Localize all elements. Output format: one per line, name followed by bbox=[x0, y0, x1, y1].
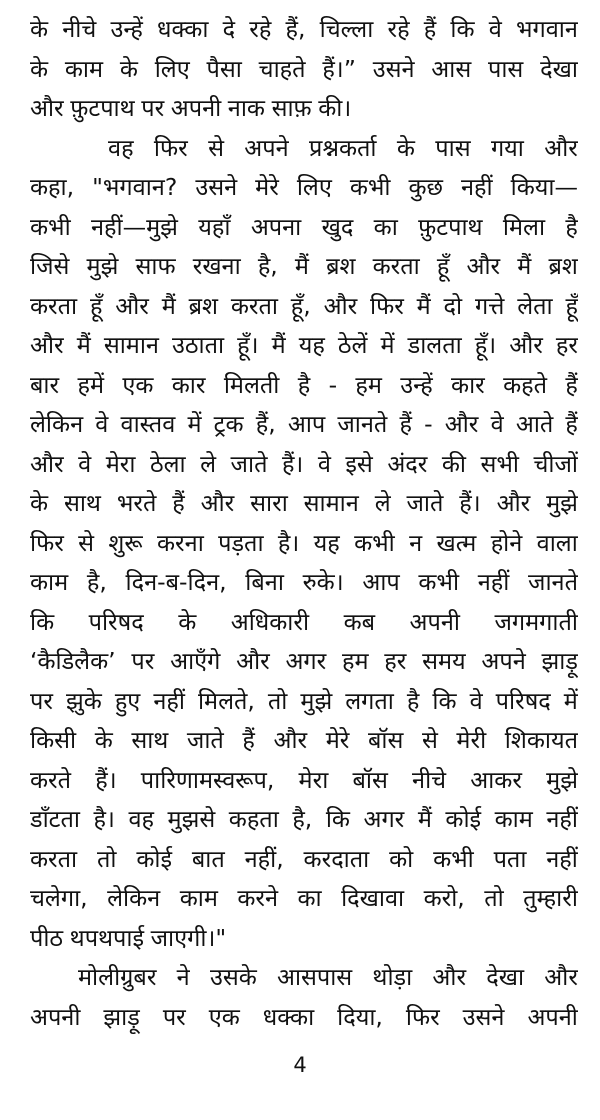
word: नहीं, bbox=[244, 844, 284, 873]
word: उसने bbox=[462, 1002, 505, 1031]
word: रखना bbox=[192, 252, 241, 280]
word: वे bbox=[78, 449, 92, 478]
word: जगमगाती bbox=[494, 607, 578, 636]
word: कार bbox=[171, 370, 206, 399]
word: - bbox=[328, 370, 338, 399]
word: है। bbox=[277, 528, 300, 557]
page-number: 4 bbox=[293, 1053, 307, 1077]
word: दो bbox=[443, 291, 463, 320]
word: ‘कैडिलैक’ bbox=[30, 647, 116, 675]
word: ट्रक bbox=[213, 410, 244, 438]
word: के bbox=[119, 54, 138, 83]
word: पता bbox=[493, 844, 527, 873]
word: वे bbox=[95, 410, 109, 438]
word: जाएगी।" bbox=[150, 923, 227, 952]
word: और bbox=[444, 410, 479, 438]
word: पीठ bbox=[30, 923, 64, 952]
word: से bbox=[78, 528, 95, 557]
word: अपने bbox=[244, 133, 289, 162]
word: और bbox=[544, 133, 578, 162]
word: कभी bbox=[433, 844, 474, 873]
word: गत्ते bbox=[474, 291, 505, 320]
word: को bbox=[389, 844, 414, 873]
word: नहीं bbox=[546, 844, 578, 873]
word: रुके। bbox=[302, 568, 344, 596]
word: लेकिन bbox=[30, 410, 84, 438]
text-line bbox=[30, 800, 578, 840]
word: और bbox=[236, 647, 270, 675]
word: आते bbox=[515, 410, 554, 438]
word: करने bbox=[237, 884, 279, 912]
text-line bbox=[30, 524, 578, 564]
word: हैं bbox=[242, 726, 255, 754]
word: सभी bbox=[480, 449, 519, 478]
word: देखा bbox=[486, 963, 525, 991]
word: चलेगा, bbox=[30, 884, 88, 912]
word: पर bbox=[141, 94, 165, 122]
word: वे bbox=[469, 686, 483, 715]
word: तो bbox=[97, 844, 117, 873]
word: साथ bbox=[131, 726, 169, 754]
word: आएँगे bbox=[170, 647, 221, 675]
word: नहीं bbox=[153, 686, 185, 715]
word: और bbox=[30, 449, 64, 478]
word: थपथपाई bbox=[69, 923, 145, 952]
word: नहीं bbox=[477, 568, 510, 596]
word: हैं bbox=[172, 489, 185, 517]
word: पैसा bbox=[206, 54, 242, 83]
word: आप bbox=[287, 410, 326, 438]
word: उसके bbox=[209, 963, 257, 991]
word: की। bbox=[318, 94, 352, 122]
word: करते bbox=[30, 765, 72, 794]
word: करता bbox=[372, 252, 420, 280]
word: में bbox=[380, 331, 395, 359]
word: आसपास bbox=[276, 963, 353, 991]
word: मेरे bbox=[325, 726, 350, 754]
text-line bbox=[30, 326, 578, 366]
word: उसने bbox=[195, 173, 238, 201]
word: हैं bbox=[399, 410, 412, 438]
word: हमें bbox=[77, 370, 105, 399]
word: जानते bbox=[337, 410, 388, 438]
word: मेरी bbox=[456, 726, 487, 754]
word: नहीं bbox=[546, 805, 578, 833]
word: पर bbox=[30, 686, 53, 715]
word: शुरू bbox=[108, 528, 143, 557]
word: चीजों bbox=[533, 449, 578, 478]
word: है। bbox=[93, 805, 115, 833]
word: अधिकारी bbox=[230, 607, 310, 636]
text-line bbox=[30, 89, 578, 129]
word: और bbox=[509, 331, 543, 359]
word: पास bbox=[488, 54, 524, 83]
word: और bbox=[466, 252, 501, 280]
word: और bbox=[544, 963, 578, 991]
word: के bbox=[396, 133, 415, 162]
word: और bbox=[323, 291, 358, 320]
word: मैं bbox=[416, 291, 431, 320]
word: अपना bbox=[250, 212, 302, 241]
word: मिला bbox=[502, 212, 546, 241]
word: परिषद bbox=[495, 686, 551, 715]
word: और bbox=[432, 963, 467, 991]
word: झाड़ू bbox=[103, 1002, 140, 1031]
word: इसे bbox=[345, 449, 373, 478]
text-line bbox=[30, 603, 578, 643]
word: मैं bbox=[271, 331, 286, 359]
word: बिना bbox=[245, 568, 284, 596]
word: ठेलें bbox=[337, 331, 368, 359]
word: सामान bbox=[303, 489, 359, 517]
word: कि bbox=[30, 607, 55, 636]
word: उठाता bbox=[172, 331, 225, 359]
text-line bbox=[30, 247, 578, 287]
text-line bbox=[30, 563, 578, 603]
word: हैं।” bbox=[322, 54, 356, 83]
word: साफ़ bbox=[271, 94, 312, 122]
word: समय bbox=[422, 647, 466, 675]
word: हैं। bbox=[459, 489, 481, 517]
word: है bbox=[406, 686, 420, 715]
word: मैं bbox=[76, 331, 91, 359]
word: से bbox=[208, 133, 224, 162]
word: में bbox=[563, 686, 578, 715]
word: के bbox=[178, 607, 197, 636]
word: कि bbox=[450, 15, 475, 43]
word: वे bbox=[317, 449, 331, 478]
word: कोई bbox=[136, 844, 173, 873]
text-line bbox=[30, 998, 578, 1038]
word: पर bbox=[162, 1002, 186, 1031]
word: के bbox=[30, 489, 49, 517]
word: फिर bbox=[153, 133, 188, 162]
word: तो bbox=[484, 884, 504, 912]
word: हैं। bbox=[281, 449, 304, 478]
word: नीचे bbox=[62, 15, 97, 43]
word: कि bbox=[432, 686, 457, 715]
word: अपनी bbox=[409, 607, 460, 636]
word: वे bbox=[490, 410, 504, 438]
word: अपनी bbox=[527, 1002, 578, 1031]
word: हैं, bbox=[255, 410, 276, 438]
text-line bbox=[30, 287, 578, 327]
word: हैं bbox=[565, 370, 578, 399]
word: पारिणामस्वरूप, bbox=[140, 765, 275, 794]
word: लिए bbox=[296, 173, 332, 201]
word: यह bbox=[313, 528, 340, 557]
word: ब्रश bbox=[188, 291, 219, 320]
word: - bbox=[424, 410, 433, 438]
text-line bbox=[30, 10, 578, 50]
word: काम bbox=[494, 805, 533, 833]
word: मैं bbox=[517, 252, 532, 280]
word: ले bbox=[374, 489, 391, 517]
word: प्रश्नकर्ता bbox=[309, 133, 377, 162]
text-line bbox=[30, 405, 578, 445]
word: हर bbox=[555, 331, 578, 359]
word: मुझे bbox=[546, 489, 578, 517]
word: फिर bbox=[370, 291, 404, 320]
word: का bbox=[373, 212, 398, 241]
word: फ़ुटपाथ bbox=[70, 94, 135, 122]
word: जाते bbox=[186, 726, 224, 754]
word: कब bbox=[343, 607, 376, 636]
word: लगता bbox=[345, 686, 394, 715]
word: उन्हें bbox=[400, 370, 433, 399]
word: हूँ bbox=[565, 291, 578, 320]
word: अपनी bbox=[30, 1002, 81, 1031]
word: हैं। bbox=[95, 765, 117, 794]
word: हैं, bbox=[285, 15, 306, 43]
word: कि bbox=[325, 805, 350, 833]
word: हूँ bbox=[436, 252, 450, 280]
word: आकर bbox=[470, 765, 522, 794]
word: ब्रश bbox=[326, 252, 356, 280]
word: दिन-ब-दिन, bbox=[125, 568, 227, 596]
word: खुद bbox=[321, 212, 354, 241]
word: मैं bbox=[417, 805, 432, 833]
word: मुझे bbox=[546, 765, 578, 794]
word: कुछ bbox=[408, 173, 444, 201]
word: ले bbox=[200, 449, 217, 478]
word: झाड़ू bbox=[541, 647, 578, 675]
word: ठेला bbox=[149, 449, 186, 478]
word: काम bbox=[30, 568, 69, 596]
word: न bbox=[409, 528, 423, 557]
word: फिर bbox=[405, 1002, 440, 1031]
word: यह bbox=[298, 331, 325, 359]
word: और bbox=[496, 489, 531, 517]
word: डालता bbox=[407, 331, 462, 359]
word: और bbox=[30, 331, 64, 359]
word: मेरा bbox=[298, 765, 329, 794]
word: तुम्हारी bbox=[523, 884, 578, 912]
word: फिर bbox=[30, 528, 64, 557]
word: सामान bbox=[103, 331, 159, 359]
word: एक bbox=[122, 370, 154, 399]
word: कार bbox=[451, 370, 485, 399]
text-line bbox=[30, 761, 578, 801]
word: है, bbox=[257, 252, 278, 280]
word: जाते bbox=[230, 449, 268, 478]
word: कभी bbox=[418, 568, 460, 596]
word: करना bbox=[157, 528, 204, 557]
word: मिलते, bbox=[197, 686, 255, 715]
word: तो bbox=[267, 686, 288, 715]
word: अगर bbox=[285, 647, 327, 675]
word: है, bbox=[86, 568, 107, 596]
word: हूँ bbox=[89, 291, 103, 320]
word: रहे bbox=[249, 15, 272, 43]
word: जानते bbox=[528, 568, 578, 596]
text-line bbox=[30, 445, 578, 485]
word: बात bbox=[191, 844, 225, 873]
word: हूँ। bbox=[237, 331, 259, 359]
word: से bbox=[421, 726, 438, 754]
word: हुए bbox=[114, 686, 141, 715]
word: अपनी bbox=[170, 94, 222, 122]
text-line bbox=[30, 208, 578, 248]
word: नीचे bbox=[412, 765, 447, 794]
word: सारा bbox=[250, 489, 288, 517]
word: नाक bbox=[227, 94, 265, 122]
word: पड़ता bbox=[218, 528, 264, 557]
word: कहते bbox=[503, 370, 548, 399]
word: है bbox=[297, 370, 311, 399]
word: अपने bbox=[481, 647, 526, 675]
text-line bbox=[30, 129, 578, 169]
word: दिया, bbox=[337, 1002, 383, 1031]
word: वाला bbox=[536, 528, 578, 557]
word: के bbox=[94, 726, 113, 754]
text-line bbox=[30, 919, 578, 959]
text-line bbox=[30, 484, 578, 524]
word: वह bbox=[128, 805, 154, 833]
word: यहाँ bbox=[198, 212, 231, 241]
word: मुझसे bbox=[167, 805, 216, 833]
word: साफ bbox=[135, 252, 176, 280]
text-line bbox=[30, 840, 578, 880]
text-line bbox=[30, 366, 578, 406]
word: गया bbox=[490, 133, 524, 162]
text-line bbox=[30, 642, 578, 682]
word: जिसे bbox=[30, 252, 70, 280]
word: बार bbox=[30, 370, 60, 399]
word: कोई bbox=[445, 805, 482, 833]
word: मेरा bbox=[105, 449, 136, 478]
word: मिलती bbox=[223, 370, 280, 399]
word: साथ bbox=[63, 489, 101, 517]
word: एक bbox=[208, 1002, 240, 1031]
word: नहीं bbox=[461, 173, 493, 201]
word: काम bbox=[64, 54, 104, 83]
word: हूँ, bbox=[290, 291, 311, 320]
word: मुझे bbox=[86, 252, 119, 280]
word: का bbox=[297, 884, 322, 912]
text-line bbox=[30, 721, 578, 761]
word: और bbox=[200, 489, 235, 517]
word: बॉस bbox=[367, 726, 404, 754]
word: थोड़ा bbox=[372, 963, 413, 991]
word: के bbox=[30, 54, 49, 83]
word: आप bbox=[362, 568, 400, 596]
word: शिकायत bbox=[504, 726, 578, 754]
word: ने bbox=[176, 963, 190, 991]
text-line bbox=[30, 50, 578, 90]
word: हूँ। bbox=[474, 331, 497, 359]
word: करो, bbox=[423, 884, 465, 912]
word: लिए bbox=[154, 54, 190, 83]
word: के bbox=[30, 15, 49, 43]
word: और bbox=[273, 726, 308, 754]
text-line bbox=[30, 879, 578, 919]
word: परिषद bbox=[88, 607, 144, 636]
word: दिखावा bbox=[341, 884, 405, 912]
word: कभी bbox=[349, 173, 391, 201]
text-line bbox=[30, 682, 578, 722]
word: धक्का bbox=[262, 1002, 315, 1031]
word: करता bbox=[30, 291, 78, 320]
word: नहीं—मुझे bbox=[91, 212, 178, 241]
text-line bbox=[30, 958, 578, 998]
word: हैं bbox=[565, 410, 578, 438]
word: पास bbox=[435, 133, 471, 162]
word: रहे bbox=[387, 15, 410, 43]
word: काम bbox=[179, 884, 218, 912]
word: की bbox=[441, 449, 466, 478]
word: पर bbox=[131, 647, 155, 675]
word: होने bbox=[490, 528, 523, 557]
word: "भगवान? bbox=[92, 173, 178, 201]
word: खत्म bbox=[436, 528, 477, 557]
word: हर bbox=[384, 647, 407, 675]
word: लेकिन bbox=[107, 884, 161, 912]
word: आस bbox=[431, 54, 472, 83]
word: कभी bbox=[354, 528, 395, 557]
word: ब्रश bbox=[548, 252, 578, 280]
word: वह bbox=[108, 133, 134, 162]
word: चाहते bbox=[258, 54, 306, 83]
word: भरते bbox=[116, 489, 157, 517]
word: वास्तव bbox=[120, 410, 176, 438]
word: जाते bbox=[406, 489, 444, 517]
word: बॉस bbox=[352, 765, 388, 794]
word: डाँटता bbox=[30, 805, 80, 833]
word: करदाता bbox=[303, 844, 370, 873]
word: देखा bbox=[540, 54, 578, 83]
word: करता bbox=[30, 844, 78, 873]
word: किसी bbox=[30, 726, 77, 754]
word: मोलीग्रुबर bbox=[78, 963, 157, 991]
word: में bbox=[187, 410, 202, 438]
body-text bbox=[30, 10, 578, 1037]
word: है, bbox=[292, 805, 313, 833]
word: और bbox=[115, 291, 149, 320]
word: वे bbox=[488, 15, 502, 43]
word: मुझे bbox=[300, 686, 333, 715]
word: मैं bbox=[161, 291, 176, 320]
word: है bbox=[565, 212, 578, 241]
word: चिल्ला bbox=[319, 15, 374, 43]
word: भगवान bbox=[515, 15, 578, 43]
word: हैं bbox=[423, 15, 437, 43]
word: करता bbox=[230, 291, 278, 320]
word: किया— bbox=[510, 173, 578, 201]
word: कहा, bbox=[30, 173, 75, 201]
text-line bbox=[30, 168, 578, 208]
word: कभी bbox=[30, 212, 71, 241]
word: हम bbox=[355, 370, 382, 399]
word: और bbox=[30, 94, 64, 122]
word: अंदर bbox=[387, 449, 428, 478]
word: उसने bbox=[372, 54, 415, 83]
word: लेता bbox=[517, 291, 553, 320]
word: मेरे bbox=[255, 173, 279, 201]
word: फ़ुटपाथ bbox=[418, 212, 483, 241]
word: उन्हें bbox=[110, 15, 143, 43]
word: धक्का bbox=[157, 15, 209, 43]
word: कहता bbox=[228, 805, 279, 833]
word: दे bbox=[222, 15, 236, 43]
word: झुके bbox=[65, 686, 102, 715]
word: हम bbox=[341, 647, 369, 675]
word: मैं bbox=[294, 252, 309, 280]
word: अगर bbox=[363, 805, 405, 833]
